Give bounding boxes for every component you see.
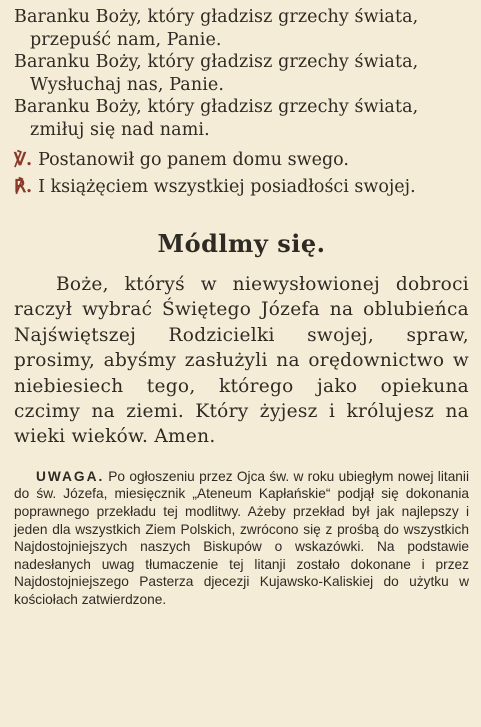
note-text: Po ogłoszeniu przez Ojca św. w roku ubiegłym nowej litanii do św. Józefa, miesięcznik „Ateneum Kapłańskie“ podjął się dokonania poprawnego przekładu tej modlitwy. Ażeby przekład był jak najlepszy i jeden dla wszystkich Ziem Polskich, zwrócono się z prośbą do wszystkich Najdostojniejszych naszych Biskupów o wskazówki. Na podstawie nadesłanych uwag tłumaczenie tej litanji zostało dokonane i przez Najdostojniejszego Pasterza djecezji Kujawsko-Kaliskiej do użytku w kościołach zatwierdzone. xyxy=(14,468,469,607)
editorial-note xyxy=(14,468,469,609)
versicle xyxy=(14,147,469,174)
prayer-heading: Módlmy się. xyxy=(157,229,326,258)
versicle-symbol: ℣. xyxy=(14,150,33,170)
versicle-text: Postanowił go panem domu swego. xyxy=(38,150,349,170)
invocation-response: przepuść nam, Panie. xyxy=(30,29,222,50)
litany-invocation-3 xyxy=(14,96,469,141)
invocation-line: Baranku Boży, który gładzisz grzechy świata, xyxy=(14,97,419,117)
prayer-text: Boże, któryś w niewysłowionej dobroci raczył wybrać Świętego Józefa na oblubieńca Najświętszej Rodzicielki swojej, spraw, prosimy, abyśmy zasłużyli na orędownictwo w niebiesiech tego, którego jako opiekuna czcimy na ziemi. Który żyjesz i królujesz na wieki wieków. Amen. xyxy=(14,274,469,448)
litany-invocations xyxy=(14,6,469,141)
response xyxy=(14,174,469,201)
invocation-response: Wysłuchaj nas, Panie. xyxy=(30,74,225,95)
response-text: I książęciem wszystkiej posiadłości swojej. xyxy=(38,177,416,197)
note-label: UWAGA. xyxy=(36,468,105,484)
litany-invocation-1 xyxy=(14,6,469,51)
invocation-line: Baranku Boży, który gładzisz grzechy świata, xyxy=(14,52,419,72)
litany-invocation-2 xyxy=(14,51,469,96)
invocation-line: Baranku Boży, który gładzisz grzechy świata, xyxy=(14,7,419,27)
invocation-response: zmiłuj się nad nami. xyxy=(30,119,210,140)
response-symbol: ℟. xyxy=(14,177,33,197)
